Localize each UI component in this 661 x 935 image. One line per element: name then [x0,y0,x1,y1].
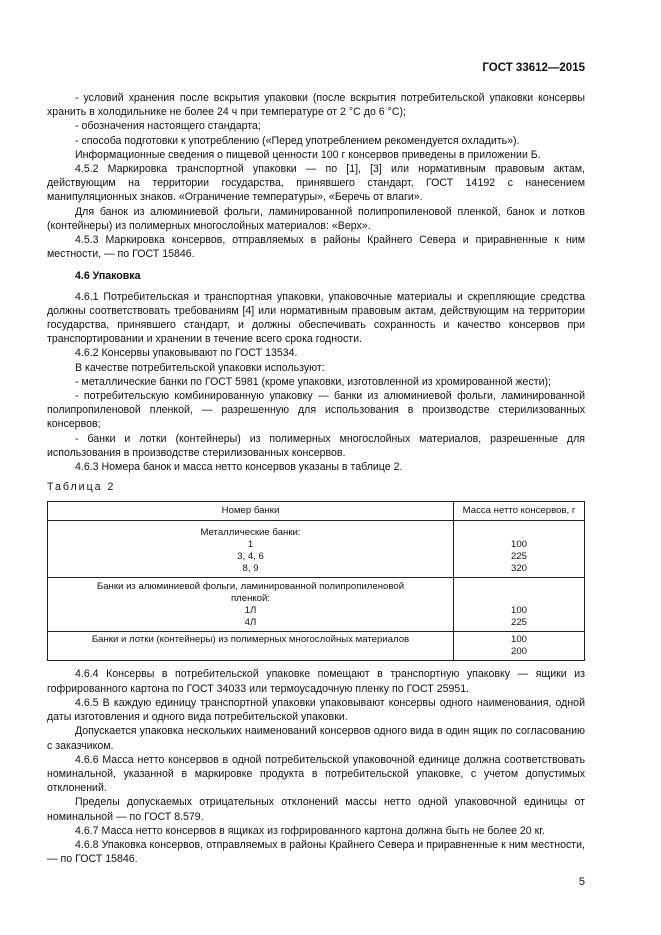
can-number: 4Л [244,617,257,629]
section-title: 4.6 Упаковка [75,270,141,283]
net-weight: 100 [510,605,527,617]
page-number: 5 [578,876,585,888]
column-header-can-number: Номер банки [48,502,454,521]
net-weight: 225 [510,617,527,629]
can-number: 1 [247,539,254,551]
paragraph: 4.6.5 В каждую единицу транспортной упаковки упаковывают консервы одного наименования, одной даты изготовления и одного вида потребительской упаковки. [47,696,585,724]
paragraph: 4.5.2 Маркировка транспортной упаковки — по [1], [3] или нормативным правовым актам, действующим на территории государства, принявшего стандарт, ГОСТ 14192 с нанесением манипуляционных знаков. «Ограничение температуры», «Беречь от влаги». [47,163,585,204]
table-header-row [48,502,585,521]
list-item: - металлические банки по ГОСТ 5981 (кроме упаковки, изготовленной из хромированной жести); [75,375,551,388]
table-row [48,578,585,632]
net-weight: 100 [510,634,527,646]
column-header-net-weight: Масса нетто консервов, г [454,502,585,521]
can-number: 8, 9 [242,563,259,575]
list-item: - банки и лотки (контейнеры) из полимерных многослойных материалов, разрешенные для использования в производстве стерилизованных консервов. [47,432,585,459]
paragraph: В качестве потребительской упаковки используют: [75,361,325,374]
list-item: - условий хранения после вскрытия упаковки (после вскрытия потребительской упаковки консервы хранить в холодильнике не более 24 ч при температуре от 2 °С до 6 °С); [47,92,585,119]
paragraph: 4.6.4 Консервы в потребительской упаковке помещают в транспортную упаковку — ящики из гофрированного картона по ГОСТ 34033 или термоусадочную пленку по ГОСТ 25951. [47,668,585,695]
can-number: 3, 4, 6 [237,551,264,563]
list-item: - способа подготовки к употреблению («Перед употреблением рекомендуется охладить»). [75,134,520,147]
list-item: - потребительскую комбинированную упаковку — банки из алюминиевой фольги, ламинированной полипропиленовой пленкой, — разрешенную для использования в производстве стерилизованных консервов; [47,390,585,431]
paragraph: Допускается упаковка нескольких наименований консервов одного вида в один ящик по согласованию с заказчиком. [47,725,585,752]
table-caption: Таблица 2 [47,481,116,494]
paragraph: 4.6.3 Номера банок и масса нетто консервов указаны в таблице 2. [75,461,403,474]
document-header: ГОСТ 33612—2015 [482,62,585,74]
paragraph: 4.6.1 Потребительская и транспортная упаковки, упаковочные материалы и скрепляющие средства должны соответствовать требованиям [4] или нормативным правовым актам, действующим на территории государства, принявшего стандарт, и должны обеспечивать сохранность и качество консервов при транспортировании и хранении в течение всего срока годности. [47,290,585,346]
paragraph: 4.5.3 Маркировка консервов, отправляемых в районы Крайнего Севера и приравненные к ним местности, — по ГОСТ 15846. [47,234,585,261]
paragraph: Для банок из алюминиевой фольги, ламинированной полипропиленовой пленкой, банок и лотков (контейнеры) из полимерных многослойных материалов: «Верх». [47,205,585,232]
paragraph: 4.6.7 Масса нетто консервов в ящиках из гофрированного картона должна быть не более 20 кг. [75,824,545,837]
net-weight: 200 [510,646,527,658]
paragraph: Информационные сведения о пищевой ценности 100 г консервов приведены в приложении Б. [75,148,541,161]
group-title: Банки из алюминиевой фольги, ламинированной полипропиленовой пленкой: [96,581,405,605]
paragraph: 4.6.6 Масса нетто консервов в одной потребительской упаковочной единице должна соответствовать номинальной, указанной в маркировке продукта в потребительской упаковке, с учетом допустимых отклонений. [47,753,585,795]
can-weight-table [47,501,585,661]
can-number: 1Л [244,605,257,617]
group-title: Металлические банки: [200,527,301,539]
paragraph: Пределы допускаемых отрицательных отклонений массы нетто одной упаковочной единицы от номинальной — по ГОСТ 8.579. [47,796,585,823]
page-content [47,91,585,866]
group-title: Банки и лотки (контейнеры) из полимерных многослойных материалов [91,634,410,646]
paragraph: 4.6.2 Консервы упаковывают по ГОСТ 13534. [75,347,298,360]
table-row [48,521,585,578]
net-weight: 225 [510,551,527,563]
table-row [48,632,585,661]
list-item: - обозначения настоящего стандарта; [75,120,261,133]
net-weight: 100 [510,539,527,551]
net-weight: 320 [510,563,527,575]
paragraph: 4.6.8 Упаковка консервов, отправляемых в районы Крайнего Севера и приравненные к ним местности, — по ГОСТ 15846. [47,838,585,866]
